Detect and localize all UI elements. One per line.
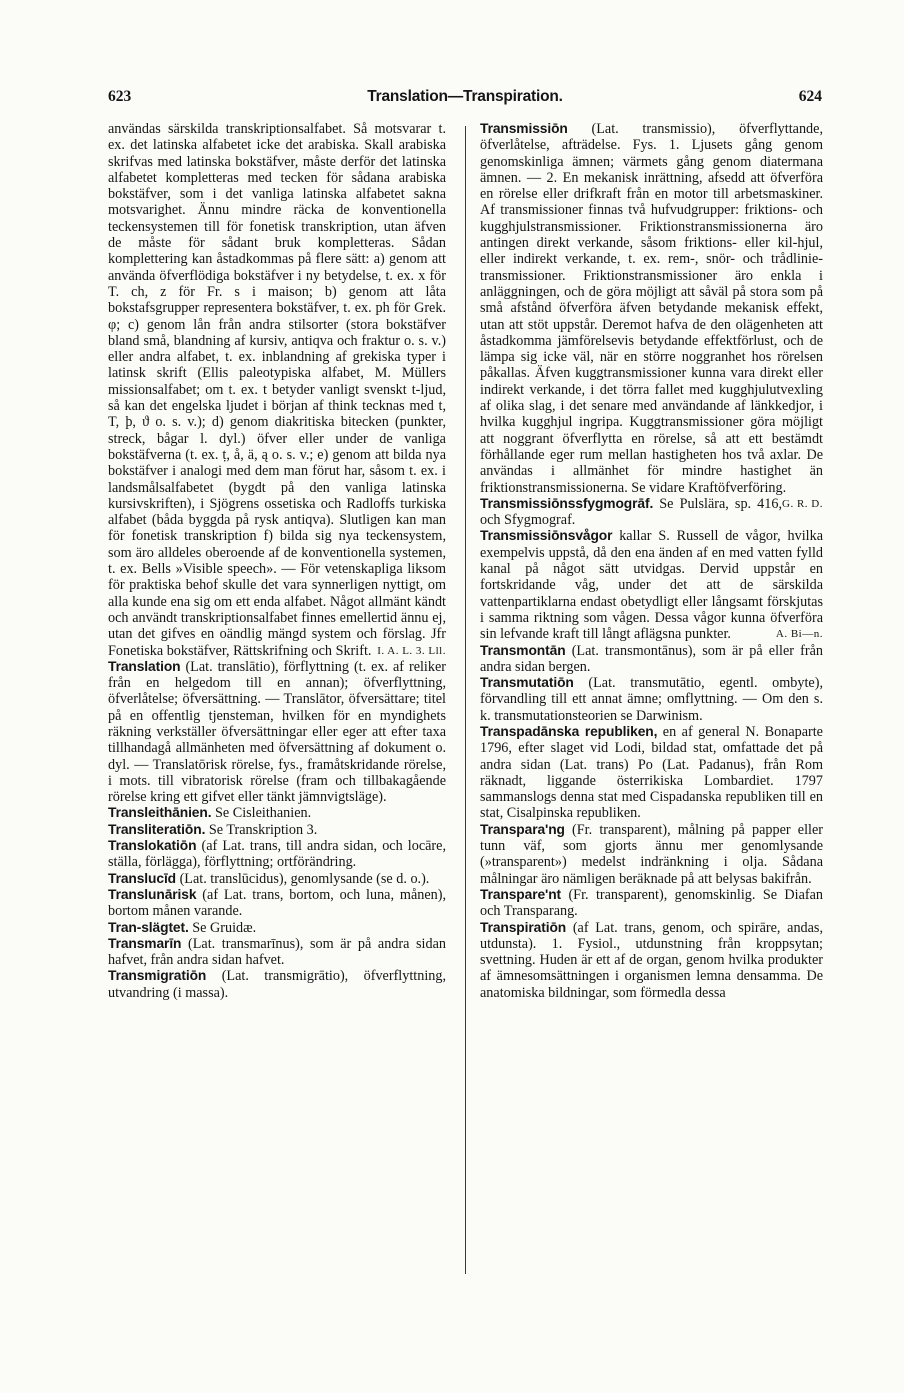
entry-text: (Fr. transparent), genomskinlig. Se Diafan och Transparang. xyxy=(480,886,823,920)
headword: Translation xyxy=(108,658,181,674)
entry-text: (Lat. transmutātio, egentl. ombyte), förvandling till ett annat ämne; omflyttning. — Om den s. k. transmutationsteorien se Darwinism. xyxy=(480,675,823,724)
entry-text: Se Gruidæ. xyxy=(188,919,257,936)
entry-text: en af general N. Bonaparte 1796, efter slaget vid Lodi, bildad stat, omfattade det på andra sidan (Lat. trans) Po (Lat. Padanus), från Rom räknadt, liggande österrikiska Lombardiet. 1797 sammanslogs denna stat med Cispadanska republiken till en stat, Cisalpinska republiken. xyxy=(480,723,823,822)
page-header xyxy=(108,88,822,112)
headword: Tran-slägtet. xyxy=(108,919,189,935)
right-column xyxy=(480,121,823,1001)
entry-text: Se Cisleithanien. xyxy=(211,805,312,822)
headword: Transmissiōnssfygmogrāf. xyxy=(480,495,654,511)
headword: Translunārisk xyxy=(108,886,197,902)
entry-text: (Lat. translātio), förflyttning (t. ex. af reliker från en helgedom till en annan); öfverflyttning, öfverlåtelse; öfversättning. — Translātor, öfversättare; titel på en offentlig tjensteman, hvilken för en myndighets räkning verkställer öfversättningar eller eger att efter taxa tillhandagå allmänheten med öfversättning af dokument o. dyl. — Translatōrisk rörelse, fys., framåtskridande rörelse, i mots. till vibratorisk rörelse (fram och tillbakagående rörelse kring ett gifvet eller tänkt jämnvigtsläge). xyxy=(108,658,446,806)
column-divider xyxy=(465,126,466,1274)
entry-transmarin xyxy=(108,936,446,969)
entry-transmigration xyxy=(108,968,446,1001)
continuation-text: användas särskilda transkriptionsalfabet. Så motsvarar t. ex. det latinska alfabetet icke det arabiska. Skall arabiska skrifvas med latinska bokstäfver, måste derför det latinska alfabetet kompletteras med tecken för sådana arabiska bokstäfver, som i det vanliga latinska alfabetet sakna motsvarighet. Ännu mindre räcka de konventionella teckensystemen till för fonetisk transkription, utan äfven de måste för sådant bruk kompletteras. Sådan komplettering kan åstadkommas på flere sätt: a) genom att använda öfverflödiga bokstäfver i ny betydelse, t. ex. x för T. ch, z för Fr. s i maison; b) genom att låta bokstafsgrupper representera bokstäfver, t. ex. ph för Grek. φ; c) genom lån från andra stilsorter (stora bokstäfver bland små, blandning af kursiv, antiqva och fraktur o. s. v.) eller andra alfabet, t. ex. inblandning af grekiska typer i latinsk skrift (Ellis paleotypiska alfabet, M. Müllers missionsalfabet; om t. ex. t betyder vanligt svenskt t-ljud, så kan det engelska ljudet i början af think tecknas med t, T, þ, ϑ o. s. v.); d) genom diakritiska bitecken (punkter, streck, bågar l. dyl.) öfver eller under de vanliga bokstäfverna (t. ex. ṭ, å, ä, ą o. s. v.; e) genom att bilda nya bokstäfver i analogi med dem man förut har, såsom t. ex. i landsmålsalfabetet (bygdt på den vanliga latinska kursivskriften), i Sjögrens ossetiska och Radloffs turkiska alfabet (båda byggda på rysk antiqva). Slutligen kan man för fonetisk transkription f) bilda sig nya teckensystem, som äro alldeles oberoende af de konventionella systemen, t. ex. Bells »Visible speech». — För vetenskapliga liksom för praktiska behof skulle det vara synnerligen nyttigt, om alla kunde ena sig om ett enda alfabet. Något allmänt kändt och användt transkriptionsalfabet finnes emellertid ännu ej, utan det gifves en oändlig mängd system och förslag. Jfr Fonetiska bokstäfver, Rättskrifning och Skrift. xyxy=(108,121,446,659)
headword: Transmontān xyxy=(480,642,566,658)
entry-translation xyxy=(108,659,446,806)
entry-text: (af Lat. trans, bortom, och luna, månen), bortom månen varande. xyxy=(108,886,446,920)
headword: Transmissiōn xyxy=(480,121,568,136)
page-number-right: 624 xyxy=(798,88,822,105)
headword: Transpare'nt xyxy=(480,886,562,902)
headword: Transmissiōnsvågor xyxy=(480,528,613,544)
entry-transleithanien xyxy=(108,805,446,821)
headword: Transpara'ng xyxy=(480,821,565,837)
entry-tran-slagtet xyxy=(108,920,446,936)
entry-transmissionsvagor xyxy=(480,528,823,642)
entry-text: (Fr. transparent), målning på papper eller tunn väf, som gjorts ännu mer genomlysande (»transparent») medelst indränkning i olja. Sådana målningar äro nämligen beräknade på att belysas bakifrån. xyxy=(480,821,823,887)
entry-signature: G. R. D. xyxy=(782,497,823,510)
headword: Transmutatiōn xyxy=(480,675,574,691)
headword: Transmarīn xyxy=(108,935,182,951)
entry-transmontan xyxy=(480,643,823,676)
entry-transpiration xyxy=(480,920,823,1001)
headword: Transliteratiōn. xyxy=(108,821,206,837)
entry-transparent xyxy=(480,887,823,920)
headword: Transpiratiōn xyxy=(480,919,567,935)
page-number-left: 623 xyxy=(108,88,132,105)
entry-signature: A. Bi—n. xyxy=(775,628,823,641)
left-column xyxy=(108,121,446,1001)
entry-text: Se Transkription 3. xyxy=(205,821,318,838)
entry-transmutation xyxy=(480,675,823,724)
entry-text: (Lat. transmarīnus), som är på andra sidan hafvet, från andra sidan hafvet. xyxy=(108,935,446,969)
entry-text: (Lat. transmontānus), som är på eller från andra sidan bergen. xyxy=(480,642,823,675)
entry-text: (Lat. transmissio), öfverflyttande, öfverlåtelse, afträdelse. Fys. 1. Ljusets gång genom genomskinliga ämnen; värmets gång genom diatermana ämnen. — 2. En mekanisk inrättning, afsedd att öfverföra en rörelse eller drifkraft från en motor till arbetsmaskiner. Af transmissioner finnas två hufvudgrupper: friktions- och kugghjulstransmissioner. Friktionstransmissionerna äro antingen direkt verkande, såsom friktions- eller kil-hjul, eller indirekt verkande, t. ex. rem-, snör- och trådlinie-transmissioner. Friktionstransmissioner äro enkla i anläggningen, och de göra möjligt att såväl på stora som på små afstånd öfverföra äfven betydande mekanisk effekt, utan att stöt uppstår. Deremot hafva de den olägenheten att åstadkomma jämförelsevis betydande effektförlust, och de lämpa sig icke väl, när en större noggranhet hos rörelsen påkallas. Äfven kuggtransmissioner kunna vara direkt eller indirekt verkande, i det törra fallet med kugghjulutvexling af olika slag, i det senare med användande af länkkedjor, i hvilka kugghjul ingripa. Kuggtransmissioner göra möjligt att noggrant öfverflytta en rörelse, så att ett bestämdt förhållande eger rum mellan hastigheten hos två axlar. De användas i allmänhet för mindre hastighet än friktionstransmissionerna. Se vidare Kraftöfverföring. xyxy=(480,121,823,496)
entry-transliteration xyxy=(108,822,446,838)
entry-text: (Lat. transmigrātio), öfverflyttning, utvandring (i massa). xyxy=(108,968,446,1001)
entry-transpadanska-republiken xyxy=(480,724,823,822)
entry-text: kallar S. Russell de vågor, hvilka exempelvis uppstå, då den ena änden af en med vatten fylld kanal på något sätt utvidgas. Dervid uppstår en fortskridande våg, under det att de särskilda vattenpartiklarna endast obetydligt eller långsamt förskjutas i samma riktning som vågen. Dessa vågor kunna öfverföra sin lefvande kraft till långt aflägsna punkter. xyxy=(480,528,823,643)
entry-translunarisk xyxy=(108,887,446,920)
entry-text: (af Lat. trans, till andra sidan, och locāre, ställa, förlägga), förflyttning; ortförändring. xyxy=(108,838,446,871)
continuation-paragraph xyxy=(108,121,446,659)
entry-text: Se Pulslära, sp. 416, och Sfygmograf. xyxy=(480,495,783,529)
entry-text: (Lat. translūcidus), genomlysande (se d. o.). xyxy=(176,870,430,887)
headword: Translokatiōn xyxy=(108,838,197,854)
entry-transparang xyxy=(480,822,823,887)
running-title: Translation—Transpiration. xyxy=(367,88,563,105)
entry-text: (af Lat. trans, genom, och spirāre, andas, utdunsta). 1. Fysiol., utdunstning från kroppsytan; svettning. Huden är ett af de organ, genom hvilka produkter af ämnesomsättningen i organismen lemna densamma. De anatomiska bildningar, som förmedla dessa xyxy=(480,919,823,1001)
headword: Transleithānien. xyxy=(108,805,212,821)
entry-transmissionssfygmograf xyxy=(480,496,823,529)
continuation-signature: I. A. L. 3. Lll. xyxy=(377,644,446,657)
entry-translokation xyxy=(108,838,446,871)
headword: Transmigratiōn xyxy=(108,968,207,984)
headword: Translucīd xyxy=(108,870,177,886)
headword: Transpadānska republiken, xyxy=(480,723,658,739)
entry-translucid xyxy=(108,871,446,887)
